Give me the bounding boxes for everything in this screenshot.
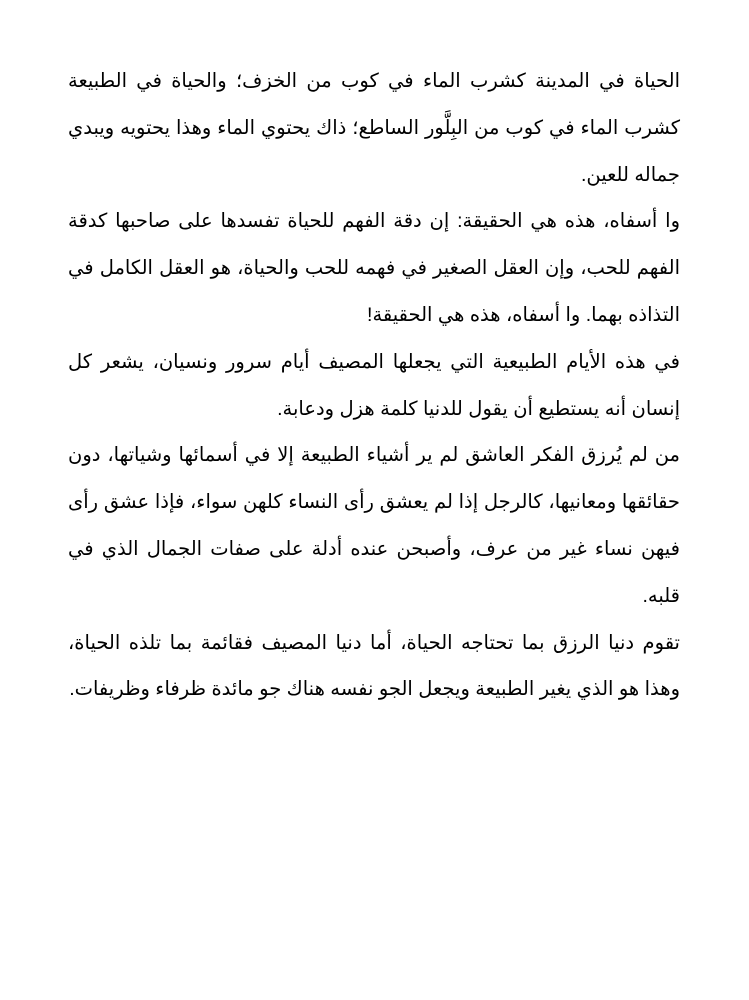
paragraph-5: تقوم دنيا الرزق بما تحتاجه الحياة، أما دنيا المصيف فقائمة بما تلذه الحياة، وهذا هو الذي يغير الطبيعة ويجعل الجو نفسه هناك جو مائدة ظرفاء وظريفات. — [68, 631, 680, 701]
document-page — [68, 58, 680, 713]
paragraph-4: من لم يُرزق الفكر العاشق لم ير أشياء الطبيعة إلا في أسمائها وشياتها، دون حقائقها ومعانيها، كالرجل إذا لم يعشق رأى النساء كلهن سواء، فإذا عشق رأى فيهن نساء غير من عرف، وأصبحن عنده أدلة على صفات الجمال الذي في قلبه. — [68, 444, 680, 607]
paragraph-2: وا أسفاه، هذه هي الحقيقة: إن دقة الفهم للحياة تفسدها على صاحبها كدقة الفهم للحب، وإن العقل الصغير في فهمه للحب والحياة، هو العقل الكامل في التذاذه بهما. وا أسفاه، هذه هي الحقيقة! — [68, 210, 680, 326]
paragraph-3: في هذه الأيام الطبيعية التي يجعلها المصيف أيام سرور ونسيان، يشعر كل إنسان أنه يستطيع أن يقول للدنيا كلمة هزل ودعابة. — [68, 350, 680, 420]
paragraph-1: الحياة في المدينة كشرب الماء في كوب من الخزف؛ والحياة في الطبيعة كشرب الماء في كوب من البِلَّور الساطع؛ ذاك يحتوي الماء وهذا يحتويه ويبدي جماله للعين. — [68, 70, 680, 186]
